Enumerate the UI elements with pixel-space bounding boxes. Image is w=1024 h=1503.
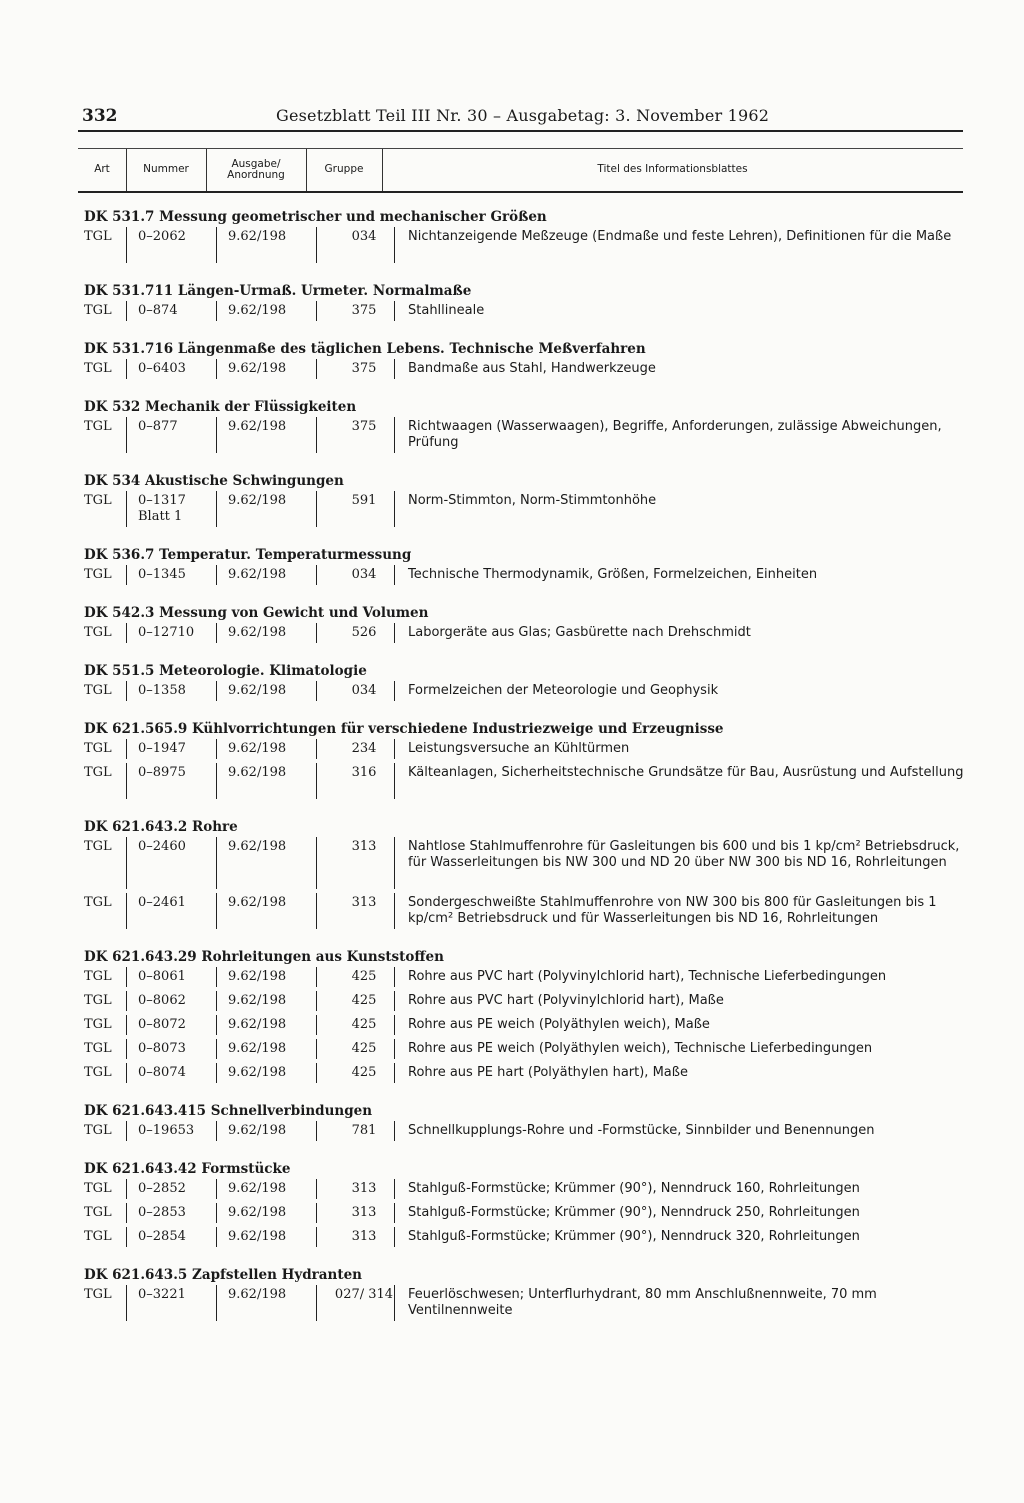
cell-art: TGL bbox=[84, 1065, 112, 1080]
cell-titel: Rohre aus PE weich (Polyäthylen weich), Maße bbox=[408, 1017, 710, 1032]
section bbox=[78, 661, 978, 705]
table-row bbox=[78, 229, 978, 267]
cell-ausgabe: 9.62/198 bbox=[228, 1065, 287, 1080]
cell-ausgabe: 9.62/198 bbox=[228, 969, 287, 984]
cell-nummer: 0–1345 bbox=[138, 567, 186, 582]
cell-ausgabe: 9.62/198 bbox=[228, 1205, 287, 1220]
cell-titel: Rohre aus PE weich (Polyäthylen weich), Technische Lieferbedingungen bbox=[408, 1041, 873, 1056]
column-titel: Titel des Informationsblattes bbox=[597, 163, 748, 176]
cell-titel: Nichtanzeigende Meßzeuge (Endmaße und feste Lehren), Definitionen für die Maße bbox=[408, 229, 952, 244]
cell-titel: Schnellkupplungs-Rohre und -Formstücke, Sinnbilder und Benennungen bbox=[408, 1123, 875, 1138]
section bbox=[78, 545, 978, 589]
column-divider bbox=[126, 739, 127, 759]
cell-nummer: 0–1358 bbox=[138, 683, 186, 698]
cell-titel: Laborgeräte aus Glas; Gasbürette nach Drehschmidt bbox=[408, 625, 751, 640]
section-heading: DK 531.716 Längenmaße des täglichen Lebens. Technische Meßverfahren bbox=[84, 341, 646, 357]
table-row bbox=[78, 567, 978, 589]
cell-nummer: 0–3221 bbox=[138, 1287, 186, 1302]
table-row bbox=[78, 895, 978, 933]
table-row bbox=[78, 493, 978, 531]
column-divider bbox=[216, 623, 217, 643]
column-divider bbox=[316, 1285, 317, 1321]
section-heading: DK 531.7 Messung geometrischer und mechanischer Größen bbox=[84, 209, 547, 225]
cell-nummer: 0–6403 bbox=[138, 361, 186, 376]
column-divider bbox=[394, 1121, 395, 1141]
column-divider bbox=[394, 1179, 395, 1199]
cell-gruppe: 313 bbox=[351, 839, 377, 854]
table-row bbox=[78, 1065, 978, 1087]
column-divider bbox=[394, 417, 395, 453]
column-divider bbox=[394, 1203, 395, 1223]
column-divider bbox=[126, 301, 127, 321]
column-divider bbox=[394, 967, 395, 987]
column-divider bbox=[394, 623, 395, 643]
cell-nummer: 0–2853 bbox=[138, 1205, 186, 1220]
cell-titel: Stahlguß-Formstücke; Krümmer (90°), Nenndruck 250, Rohrleitungen bbox=[408, 1205, 860, 1220]
section-heading: DK 542.3 Messung von Gewicht und Volumen bbox=[84, 605, 429, 621]
section bbox=[78, 719, 978, 803]
column-divider bbox=[126, 681, 127, 701]
cell-ausgabe: 9.62/198 bbox=[228, 1017, 287, 1032]
column-divider bbox=[316, 1121, 317, 1141]
column-divider bbox=[216, 681, 217, 701]
table-row bbox=[78, 741, 978, 763]
column-divider bbox=[216, 763, 217, 799]
cell-gruppe: 375 bbox=[351, 303, 377, 318]
column-divider bbox=[216, 1121, 217, 1141]
column-divider bbox=[126, 491, 127, 527]
cell-art: TGL bbox=[84, 1017, 112, 1032]
column-divider bbox=[216, 967, 217, 987]
page-header bbox=[78, 100, 978, 130]
cell-nummer: 0–12710 bbox=[138, 625, 195, 640]
column-divider bbox=[394, 1015, 395, 1035]
column-divider bbox=[126, 1121, 127, 1141]
table-row bbox=[78, 969, 978, 991]
cell-gruppe: 034 bbox=[351, 683, 377, 698]
cell-gruppe: 316 bbox=[351, 765, 377, 780]
cell-ausgabe: 9.62/198 bbox=[228, 361, 287, 376]
cell-titel: Stahlguß-Formstücke; Krümmer (90°), Nenndruck 320, Rohrleitungen bbox=[408, 1229, 860, 1244]
section bbox=[78, 397, 978, 457]
column-divider bbox=[126, 1179, 127, 1199]
column-divider bbox=[216, 893, 217, 929]
cell-art: TGL bbox=[84, 303, 112, 318]
column-divider bbox=[394, 1063, 395, 1083]
column-divider bbox=[126, 763, 127, 799]
cell-gruppe: 313 bbox=[351, 1205, 377, 1220]
column-divider bbox=[394, 837, 395, 889]
cell-ausgabe: 9.62/198 bbox=[228, 625, 287, 640]
column-divider bbox=[216, 837, 217, 889]
cell-titel: Rohre aus PVC hart (Polyvinylchlorid hart), Technische Lieferbedingungen bbox=[408, 969, 887, 984]
cell-titel: Richtwaagen (Wasserwaagen), Begriffe, Anforderungen, zulässige Abweichungen, Prüfung bbox=[408, 419, 942, 450]
column-divider bbox=[394, 893, 395, 929]
cell-art: TGL bbox=[84, 765, 112, 780]
column-divider bbox=[316, 1039, 317, 1059]
cell-gruppe: 027/ 314 bbox=[334, 1287, 394, 1302]
cell-nummer: 0–2461 bbox=[138, 895, 186, 910]
cell-nummer: 0–1947 bbox=[138, 741, 186, 756]
column-divider bbox=[216, 491, 217, 527]
column-divider bbox=[126, 1227, 127, 1247]
column-divider bbox=[316, 893, 317, 929]
column-divider bbox=[316, 1179, 317, 1199]
cell-art: TGL bbox=[84, 1287, 112, 1302]
column-divider bbox=[316, 1227, 317, 1247]
cell-nummer: 0–8073 bbox=[138, 1041, 186, 1056]
cell-gruppe: 425 bbox=[351, 993, 377, 1008]
cell-gruppe: 034 bbox=[351, 229, 377, 244]
column-divider bbox=[316, 967, 317, 987]
cell-ausgabe: 9.62/198 bbox=[228, 1287, 287, 1302]
cell-nummer: 0–8062 bbox=[138, 993, 186, 1008]
column-divider bbox=[316, 837, 317, 889]
cell-nummer: 0–2852 bbox=[138, 1181, 186, 1196]
cell-art: TGL bbox=[84, 625, 112, 640]
cell-art: TGL bbox=[84, 361, 112, 376]
cell-ausgabe: 9.62/198 bbox=[228, 229, 287, 244]
column-divider bbox=[316, 739, 317, 759]
cell-gruppe: 526 bbox=[351, 625, 377, 640]
column-divider bbox=[394, 1039, 395, 1059]
column-divider bbox=[126, 565, 127, 585]
table-row bbox=[78, 839, 978, 893]
cell-ausgabe: 9.62/198 bbox=[228, 567, 287, 582]
table-row bbox=[78, 1017, 978, 1039]
cell-ausgabe: 9.62/198 bbox=[228, 303, 287, 318]
cell-titel: Rohre aus PVC hart (Polyvinylchlorid hart), Maße bbox=[408, 993, 724, 1008]
cell-titel: Formelzeichen der Meteorologie und Geophysik bbox=[408, 683, 719, 698]
column-divider bbox=[394, 565, 395, 585]
column-divider bbox=[216, 359, 217, 379]
cell-gruppe: 313 bbox=[351, 1181, 377, 1196]
column-divider bbox=[216, 1179, 217, 1199]
table-row bbox=[78, 1205, 978, 1227]
cell-titel: Norm-Stimmton, Norm-Stimmtonhöhe bbox=[408, 493, 657, 508]
column-divider bbox=[216, 565, 217, 585]
column-nummer: Nummer bbox=[126, 149, 207, 191]
cell-gruppe: 375 bbox=[351, 419, 377, 434]
cell-ausgabe: 9.62/198 bbox=[228, 683, 287, 698]
column-divider bbox=[316, 565, 317, 585]
cell-art: TGL bbox=[84, 1229, 112, 1244]
section-heading: DK 551.5 Meteorologie. Klimatologie bbox=[84, 663, 367, 679]
section bbox=[78, 1159, 978, 1251]
cell-nummer: 0–8975 bbox=[138, 765, 186, 780]
cell-art: TGL bbox=[84, 1041, 112, 1056]
table-row bbox=[78, 683, 978, 705]
cell-nummer: 0–2460 bbox=[138, 839, 186, 854]
cell-art: TGL bbox=[84, 993, 112, 1008]
cell-art: TGL bbox=[84, 1181, 112, 1196]
column-divider bbox=[216, 1285, 217, 1321]
section-heading: DK 532 Mechanik der Flüssigkeiten bbox=[84, 399, 357, 415]
column-divider bbox=[316, 227, 317, 263]
section bbox=[78, 339, 978, 383]
column-divider bbox=[126, 991, 127, 1011]
cell-ausgabe: 9.62/198 bbox=[228, 1123, 287, 1138]
column-divider bbox=[126, 893, 127, 929]
cell-titel: Leistungsversuche an Kühltürmen bbox=[408, 741, 630, 756]
document-page bbox=[78, 100, 978, 1325]
section-heading: DK 621.643.5 Zapfstellen Hydranten bbox=[84, 1267, 362, 1283]
column-divider bbox=[216, 1039, 217, 1059]
section-heading: DK 621.565.9 Kühlvorrichtungen für verschiedene Industriezweige und Erzeugnisse bbox=[84, 721, 724, 737]
column-divider bbox=[126, 1015, 127, 1035]
cell-nummer: 0–8061 bbox=[138, 969, 186, 984]
section bbox=[78, 207, 978, 267]
cell-gruppe: 034 bbox=[351, 567, 377, 582]
column-divider bbox=[316, 417, 317, 453]
cell-gruppe: 425 bbox=[351, 969, 377, 984]
column-divider bbox=[394, 1285, 395, 1321]
column-divider bbox=[316, 763, 317, 799]
cell-ausgabe: 9.62/198 bbox=[228, 895, 287, 910]
column-divider bbox=[126, 227, 127, 263]
cell-ausgabe: 9.62/198 bbox=[228, 839, 287, 854]
column-divider bbox=[394, 763, 395, 799]
table-row bbox=[78, 993, 978, 1015]
section-heading: DK 621.643.29 Rohrleitungen aus Kunststoffen bbox=[84, 949, 444, 965]
cell-art: TGL bbox=[84, 839, 112, 854]
header-title: Gesetzblatt Teil III Nr. 30 – Ausgabetag: 3. November 1962 bbox=[276, 106, 770, 125]
cell-nummer: 0–2854 bbox=[138, 1229, 186, 1244]
column-divider bbox=[126, 1063, 127, 1083]
column-divider bbox=[394, 301, 395, 321]
section bbox=[78, 1265, 978, 1325]
column-divider bbox=[126, 837, 127, 889]
cell-art: TGL bbox=[84, 567, 112, 582]
section bbox=[78, 817, 978, 933]
cell-titel: Stahllineale bbox=[408, 303, 485, 318]
column-divider bbox=[126, 359, 127, 379]
cell-titel: Sondergeschweißte Stahlmuffenrohre von NW 300 bis 800 für Gasleitungen bis 1 kp/cm² Betriebsdruck und für Wasserleitungen bis ND 16, Rohrleitungen bbox=[408, 895, 937, 926]
cell-nummer: 0–8074 bbox=[138, 1065, 186, 1080]
column-divider bbox=[216, 1227, 217, 1247]
cell-gruppe: 425 bbox=[351, 1041, 377, 1056]
column-divider bbox=[216, 1015, 217, 1035]
column-divider bbox=[216, 227, 217, 263]
cell-ausgabe: 9.62/198 bbox=[228, 493, 287, 508]
column-divider bbox=[216, 1063, 217, 1083]
cell-art: TGL bbox=[84, 229, 112, 244]
cell-titel: Kälteanlagen, Sicherheitstechnische Grundsätze für Bau, Ausrüstung und Aufstellung bbox=[408, 765, 964, 780]
section bbox=[78, 1101, 978, 1145]
column-divider bbox=[394, 991, 395, 1011]
cell-nummer: 0–877 bbox=[138, 419, 178, 434]
column-divider bbox=[394, 359, 395, 379]
table-row bbox=[78, 1181, 978, 1203]
cell-ausgabe: 9.62/198 bbox=[228, 419, 287, 434]
column-divider bbox=[316, 991, 317, 1011]
cell-nummer: 0–8072 bbox=[138, 1017, 186, 1032]
column-divider bbox=[126, 967, 127, 987]
section-heading: DK 536.7 Temperatur. Temperaturmessung bbox=[84, 547, 412, 563]
column-divider bbox=[316, 359, 317, 379]
cell-titel: Rohre aus PE hart (Polyäthylen hart), Maße bbox=[408, 1065, 688, 1080]
column-divider bbox=[316, 623, 317, 643]
section-heading: DK 621.643.2 Rohre bbox=[84, 819, 238, 835]
sections-list bbox=[78, 207, 978, 1325]
column-divider bbox=[216, 991, 217, 1011]
column-divider bbox=[126, 1039, 127, 1059]
cell-ausgabe: 9.62/198 bbox=[228, 765, 287, 780]
cell-gruppe: 425 bbox=[351, 1065, 377, 1080]
section bbox=[78, 281, 978, 325]
page-number: 332 bbox=[82, 106, 118, 126]
column-divider bbox=[316, 301, 317, 321]
column-art: Art bbox=[78, 149, 127, 191]
table-row bbox=[78, 303, 978, 325]
column-divider bbox=[316, 491, 317, 527]
cell-ausgabe: 9.62/198 bbox=[228, 741, 287, 756]
cell-art: TGL bbox=[84, 1123, 112, 1138]
table-row bbox=[78, 1287, 978, 1325]
cell-art: TGL bbox=[84, 419, 112, 434]
cell-art: TGL bbox=[84, 741, 112, 756]
cell-nummer: 0–874 bbox=[138, 303, 178, 318]
column-divider bbox=[316, 681, 317, 701]
column-divider bbox=[216, 1203, 217, 1223]
cell-ausgabe: 9.62/198 bbox=[228, 993, 287, 1008]
cell-art: TGL bbox=[84, 683, 112, 698]
cell-nummer: 0–19653 bbox=[138, 1123, 195, 1138]
column-divider bbox=[394, 1227, 395, 1247]
section-heading: DK 621.643.42 Formstücke bbox=[84, 1161, 291, 1177]
column-divider bbox=[126, 1203, 127, 1223]
table-row bbox=[78, 1123, 978, 1145]
cell-art: TGL bbox=[84, 895, 112, 910]
table-row bbox=[78, 419, 978, 457]
cell-art: TGL bbox=[84, 493, 112, 508]
section-heading: DK 621.643.415 Schnellverbindungen bbox=[84, 1103, 373, 1119]
cell-gruppe: 591 bbox=[351, 493, 377, 508]
cell-nummer: 0–2062 bbox=[138, 229, 186, 244]
table-row bbox=[78, 765, 978, 803]
column-divider bbox=[316, 1063, 317, 1083]
column-divider bbox=[216, 417, 217, 453]
column-divider bbox=[394, 681, 395, 701]
cell-titel: Stahlguß-Formstücke; Krümmer (90°), Nenndruck 160, Rohrleitungen bbox=[408, 1181, 860, 1196]
cell-art: TGL bbox=[84, 1205, 112, 1220]
table-row bbox=[78, 1041, 978, 1063]
cell-ausgabe: 9.62/198 bbox=[228, 1041, 287, 1056]
table-header bbox=[78, 148, 963, 193]
column-divider bbox=[126, 1285, 127, 1321]
cell-gruppe: 425 bbox=[351, 1017, 377, 1032]
section-heading: DK 531.711 Längen-Urmaß. Urmeter. Normalmaße bbox=[84, 283, 472, 299]
section bbox=[78, 603, 978, 647]
cell-titel: Bandmaße aus Stahl, Handwerkzeuge bbox=[408, 361, 656, 376]
cell-art: TGL bbox=[84, 969, 112, 984]
table-row bbox=[78, 361, 978, 383]
column-divider bbox=[216, 301, 217, 321]
column-divider bbox=[394, 227, 395, 263]
cell-ausgabe: 9.62/198 bbox=[228, 1229, 287, 1244]
column-ausgabe: Ausgabe/ Anordnung bbox=[206, 149, 307, 191]
cell-titel: Feuerlöschwesen; Unterflurhydrant, 80 mm Anschlußnennweite, 70 mm Ventilnennweite bbox=[408, 1287, 877, 1318]
cell-gruppe: 781 bbox=[351, 1123, 377, 1138]
cell-ausgabe: 9.62/198 bbox=[228, 1181, 287, 1196]
column-divider bbox=[216, 739, 217, 759]
column-divider bbox=[126, 417, 127, 453]
cell-titel: Nahtlose Stahlmuffenrohre für Gasleitungen bis 600 und bis 1 kp/cm² Betriebsdruck, für Wasserleitungen bis NW 300 und ND 20 über NW 300 bis ND 16, Rohrleitungen bbox=[408, 839, 960, 870]
table-row bbox=[78, 1229, 978, 1251]
cell-titel: Technische Thermodynamik, Größen, Formelzeichen, Einheiten bbox=[408, 567, 818, 582]
column-divider bbox=[394, 739, 395, 759]
cell-gruppe: 313 bbox=[351, 895, 377, 910]
cell-gruppe: 313 bbox=[351, 1229, 377, 1244]
column-divider bbox=[316, 1203, 317, 1223]
header-rule bbox=[78, 130, 963, 132]
column-divider bbox=[394, 491, 395, 527]
table-row bbox=[78, 625, 978, 647]
cell-gruppe: 375 bbox=[351, 361, 377, 376]
cell-gruppe: 234 bbox=[351, 741, 377, 756]
column-divider bbox=[316, 1015, 317, 1035]
section bbox=[78, 947, 978, 1087]
section bbox=[78, 471, 978, 531]
column-gruppe: Gruppe bbox=[306, 149, 383, 191]
cell-nummer: 0–1317 Blatt 1 bbox=[138, 493, 186, 524]
column-divider bbox=[126, 623, 127, 643]
section-heading: DK 534 Akustische Schwingungen bbox=[84, 473, 344, 489]
